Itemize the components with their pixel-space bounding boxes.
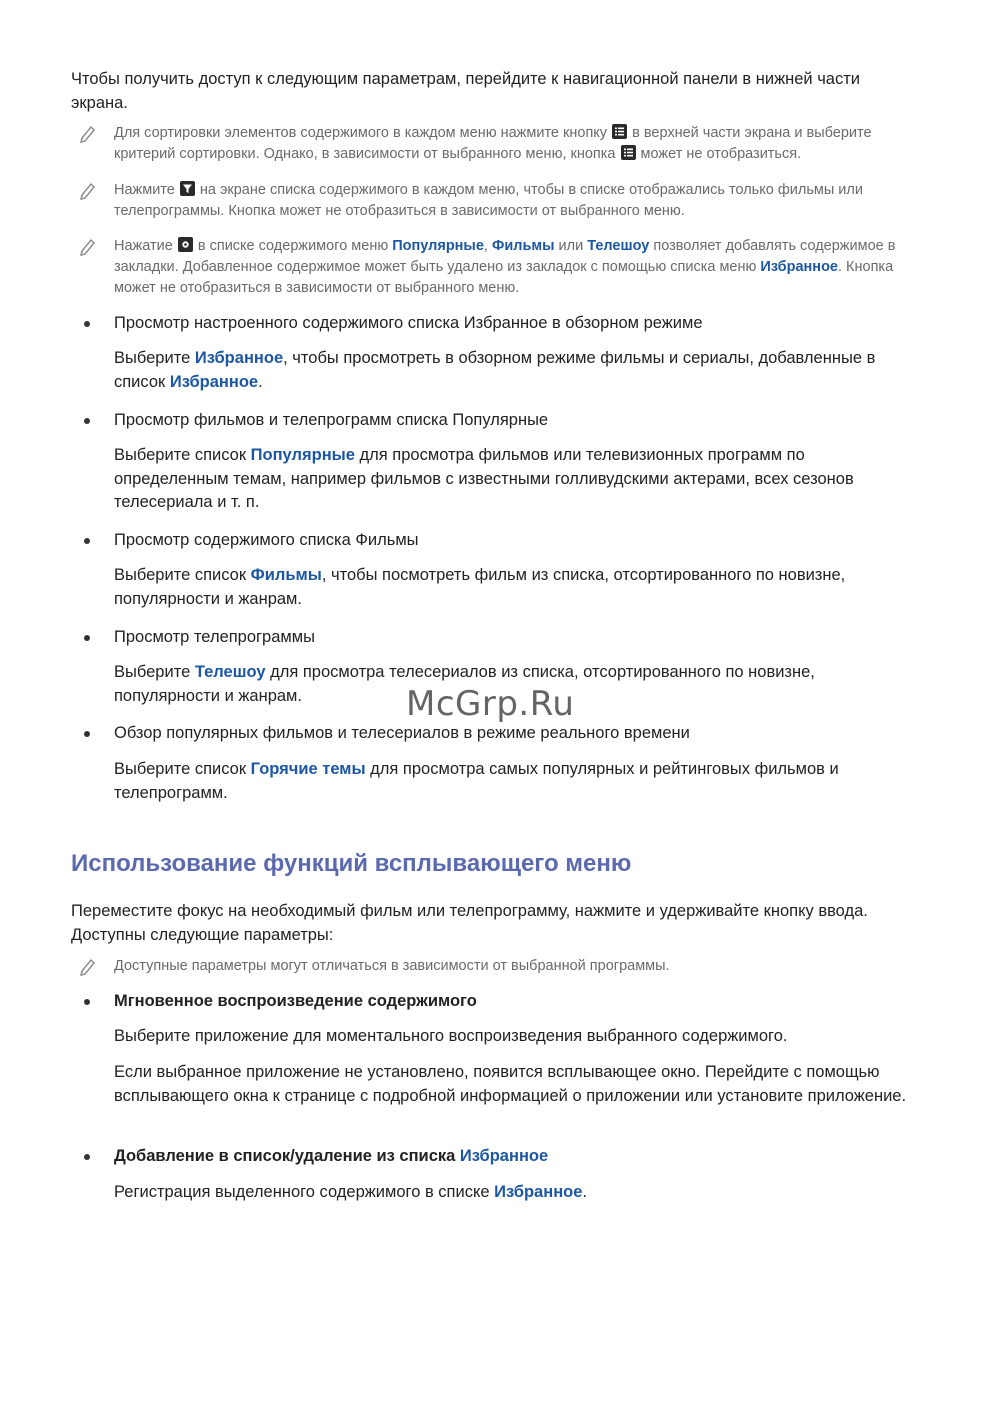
list-item-description: Выберите приложение для моментального воспроизведения выбранного содержимого. <box>114 1027 788 1045</box>
note-text: Для сортировки элементов содержимого в каждом меню нажмите кнопку в верхней части экрана и выберите критерий сортировки. Однако, в зависимости от выбранного меню, кнопка может не отобразиться. <box>114 125 872 162</box>
pencil-note-icon <box>78 956 98 976</box>
list-item <box>84 722 914 746</box>
bullet-dot <box>84 1154 90 1160</box>
pencil-note-icon <box>78 236 98 256</box>
list-item-description: Если выбранное приложение не установлено, появится всплывающее окно. Перейдите с помощью всплывающего окна к странице с подробной информацией о приложении или установите приложение. <box>114 1063 907 1105</box>
list-item <box>84 1145 914 1169</box>
intro-paragraph: Чтобы получить доступ к следующим параметрам, перейдите к навигационной панели в нижней части экрана. <box>71 70 861 112</box>
list-item-description: Выберите Избранное, чтобы просмотреть в обзорном режиме фильмы и сериалы, добавленные в список Избранное. <box>114 349 876 391</box>
sort-list-icon <box>621 145 636 160</box>
list-item-title: Добавление в список/удаление из списка Избранное <box>114 1147 549 1165</box>
list-item <box>84 990 914 1014</box>
list-item-description: Регистрация выделенного содержимого в списке Избранное. <box>114 1183 588 1201</box>
list-item-description: Выберите Телешоу для просмотра телесериалов из списка, отсортированного по новизне, популярности и жанрам. <box>114 663 815 705</box>
sort-list-icon <box>612 124 627 139</box>
note-bookmark <box>78 236 918 299</box>
bullet-dot <box>84 731 90 737</box>
list-item <box>84 312 914 336</box>
note-sort <box>78 123 918 165</box>
list-item-description: Выберите список Фильмы, чтобы посмотреть фильм из списка, отсортированного по новизне, популярности и жанрам. <box>114 566 846 608</box>
watermark: McGrp.Ru <box>406 684 575 724</box>
bullet-dot <box>84 321 90 327</box>
section-intro: Переместите фокус на необходимый фильм или телепрограмму, нажмите и удерживайте кнопку ввода. Доступны следующие параметры: <box>71 902 868 944</box>
list-item-title: Просмотр содержимого списка Фильмы <box>114 531 419 549</box>
bullet-dot <box>84 635 90 641</box>
bookmark-options-icon <box>178 237 193 252</box>
bullet-dot <box>84 999 90 1005</box>
list-item <box>84 529 914 553</box>
list-item-title: Просмотр фильмов и телепрограмм списка Популярные <box>114 411 549 429</box>
note-filter <box>78 180 918 222</box>
note-text: Доступные параметры могут отличаться в зависимости от выбранной программы. <box>114 958 670 974</box>
pencil-note-icon <box>78 180 98 200</box>
list-item <box>84 626 914 650</box>
filter-icon <box>180 181 195 196</box>
list-item <box>84 409 914 433</box>
note-options <box>78 956 918 977</box>
note-text: Нажмите на экране списка содержимого в каждом меню, чтобы в списке отображались только фильмы или телепрограммы. Кнопка может не отобразиться в зависимости от выбранного меню. <box>114 182 863 219</box>
list-item-title: Мгновенное воспроизведение содержимого <box>114 992 477 1010</box>
bullet-dot <box>84 418 90 424</box>
list-item-description: Выберите список Популярные для просмотра фильмов или телевизионных программ по определенным темам, например фильмов с известными голливудскими актерами, всех сезонов телесериала и т. п. <box>114 446 854 511</box>
bullet-dot <box>84 538 90 544</box>
section-heading: Использование функций всплывающего меню <box>71 850 632 877</box>
list-item-description: Выберите список Горячие темы для просмотра самых популярных и рейтинговых фильмов и телепрограмм. <box>114 760 839 802</box>
note-text: Нажатие в списке содержимого меню Популярные, Фильмы или Телешоу позволяет добавлять содержимое в закладки. Добавленное содержимое может быть удалено из закладок с помощью списка меню Избранное. Кнопка может не отобразиться в зависимости от выбранного меню. <box>114 238 896 296</box>
list-item-title: Обзор популярных фильмов и телесериалов в режиме реального времени <box>114 724 690 742</box>
pencil-note-icon <box>78 123 98 143</box>
list-item-title: Просмотр настроенного содержимого списка Избранное в обзорном режиме <box>114 314 703 332</box>
list-item-title: Просмотр телепрограммы <box>114 628 315 646</box>
